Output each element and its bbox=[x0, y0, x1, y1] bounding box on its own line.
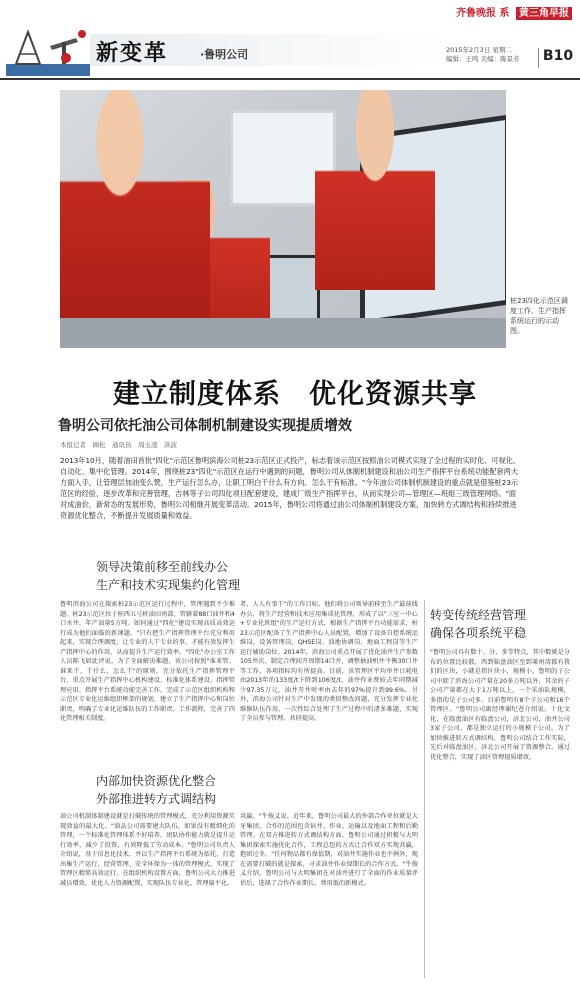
issue-weekday: 星期二 bbox=[492, 46, 512, 54]
article-byline: 本报记者 顾松 通讯员 周玉凌 洪波 bbox=[60, 441, 177, 449]
brand-name: 齐鲁晚报 bbox=[456, 8, 497, 19]
body-column-2a: 者，人人有事干"的工作目标。他们将公司领导前移至生产最前线办公，将生产经营和技术应用集成化管理，形成了以"三室一中心+专业化班组"的生产运行方式，根据生产指挥平台功能需求，桩23示范区配备了生产指挥中心人员配置，增加了设备自控系统运维岗，设备管理岗、QHSE岗、油地协调岗、地面工程岗等生产运行辅助岗位。2014年，滨海公司重点开展了优化油井生产参数105井次，制定合理间开周期14口井，调整抽油机井平衡30口井等工作，各项指标均有所提高。目前，该管理区平均单井日耗电由2013年的133度/t下降到106度/t，油井作业费较去年同期减少97.35万元，油井开井时率由去年的97%提升到99.6%。另外，滨海公司针对生产中发现的类似整改问题，充分发挥专业化维修队伍作用，一次性综合处理了生产过程中的诸多难题，实现了全员参与管理、共同提高。 bbox=[240, 601, 418, 722]
body-column-1a: 鲁明滨海公司在探索桩23示范区运行过程中，管理遇到不少难题。桩23示范区位于桩西五号桩油田南部，管辖着88口油井和4口水井，年产油量5万吨。如何通过"四化"建设实现高质高效运行成为他们面临的新课题。"只有把生产指挥管理平台充分利用起来，实现合理调度，让专业的人干专业的事，才能有效发挥生产指挥中心的作用，从而提升生产运行效率。"四化"办公室工作人员陈飞如此评说。为了全面解决难题，该公司按照"谁来管、谁来干、干什么、怎么干"的原则，充分依托生产指挥管理平台，重点开展生产指挥中心机构建设、标准化体系建设、指挥管理应用、指挥平台系统功能完善工作，完成了示范区组织机构和示范区专业化运维组织框架的规划，建立了生产指挥中心和岗位职责，明确了专业化运维队伍的工作职责、工作流程，完善了四化管理相关制度。 bbox=[60, 601, 235, 722]
body-column-1b: 油公司机制体制建设就是打破传统的管理模式，充分利用资源实现效益的最大化。"油品公司需要建大队伍，如果没有精细化的管理，一个标准化管理体系不好培养，团队协作能力就是提升运行效率，减少了投资，有效降低了劳动成本。"鲁明公司负责人介绍说，基于信息化技术，并以生产指挥平台系统为依托，打造出集生产运行、经营管理、安全环保为一体的管理模式，实现了管理区精简高效运行。在组织机构设置方面，鲁明公司大力推进减员增效，优化人力资源配置，实现队伍专业化、管理扁平化。 bbox=[60, 813, 235, 887]
article-intro: 2013年10月，随着油田首批"四化"示范区鲁明滨海公司桩23示范区正式投产，标志着该示范区按照油公司模式实现了全过程的实时化、可视化、自动化、集中化管理。2014年，围绕桩23"四化"示范区在运行中遇到的问题，鲁明公司从体制机制建设和油公司生产指挥平台系统功能配套两大方面入手，让管理层加油变么赞，生产运行怎么办，让职工明白干什么有方向。怎么干有标准。"今年油公司体制机制建设的重点就是借鉴桩23示范区的经验，逐步改革和完善管理，吉林等子公司四化项目配套建设，建成厂级生产指挥平台，从而实现公司—管理区—班组三级管理网络。"面对成油价，新常态的发展形势，鲁明公司相继开展变革活动。2015年，鲁明公司将通过油公司体制机制建设方案，加快转方式调结构和持续推进资源优化整合，不断提升发展质量和效益。 bbox=[60, 456, 521, 520]
section-heading-2: 内部加快资源优化整合 外部推进转方式调结构 bbox=[96, 774, 217, 806]
body-column-3: "鲁明公司具有数十、分、多等特点，其中数就是分布的位置比较散，西到临盘油区至到莱州湾都有我们的区块，小就是指区块小，规模小，鲁明的子公司中除了滨海公司产量在20多万吨以外，其余的子公司产量都在大于1万吨以上，一个采油队规模，多指的是子公司多。目前鲁明有8个子公司和16个管理区。"鲁明公司副经理谢纪苍介绍说。十化文化，在临盘油区有临盘公司，济北公司，油井公司3家子公司，都是独立运行的小规模子公司。为了加快推进转方式调结构，鲁明公司结合工作实际，先后对临盘油区、济北公司开展了资源整合。通过优化整合，实现了油区管理提质增效。 bbox=[430, 649, 570, 761]
page-masthead bbox=[0, 20, 580, 80]
news-photo bbox=[60, 90, 506, 348]
body-column-2b: 共赢。"牛俊义说。近年来，鲁明公司最大的外部合作单位就是大牙集团，合作的范围包含钻井、作业、运输以及地面工程和后勤管理。在双方推进转方式调结构方面，鲁明公司通过积极与大明集团探索实施优化合作，工程总包的方式让合作双方实现共赢，抱团过冬。"任何物品都有保值期，对油井实施作业也不例外，现在需要打破的就是探索，寻求油井作业保期长的合作方式。"牛俊义介绍，鲁明公司与大明集团在对油井进行了全面的作业质量评估后，选择了合作作业期长、费用低的新模式。 bbox=[240, 813, 418, 887]
column-divider bbox=[424, 600, 425, 978]
photo-desk bbox=[60, 318, 506, 348]
newspaper-brand bbox=[456, 4, 572, 19]
section-subtitle: ·鲁明公司 bbox=[200, 48, 249, 61]
page-number: B10 bbox=[538, 48, 577, 68]
editor-credit: 编辑：王鸣 bbox=[446, 55, 479, 63]
brand-tag: 黄三角早报 bbox=[516, 7, 572, 20]
article-headline: 建立制度体系 优化资源共享 bbox=[113, 379, 477, 410]
section-heading-3: 转变传统经营管理 确保各项系统平稳 bbox=[430, 608, 527, 640]
designer-credit: 美编：陈景芳 bbox=[480, 55, 520, 63]
section-heading-1: 领导决策前移至前线办公 生产和技术实现集约化管理 bbox=[96, 560, 241, 592]
brand-series: 系 bbox=[499, 8, 510, 19]
issue-meta bbox=[446, 46, 534, 64]
article-subheadline: 鲁明公司依托油公司体制机制建设实现提质增效 bbox=[58, 418, 352, 434]
photo-worker-right bbox=[315, 90, 435, 290]
photo-caption: 桩23四化示范区调度工作，生产指挥系统运行的示动图。 bbox=[510, 297, 568, 335]
top-bar bbox=[0, 0, 580, 20]
section-title: 新变革 bbox=[96, 40, 169, 66]
issue-date: 2015年2月3日 bbox=[446, 46, 491, 54]
oil-derrick-icon bbox=[6, 24, 90, 76]
photo-worker-left bbox=[60, 90, 210, 348]
